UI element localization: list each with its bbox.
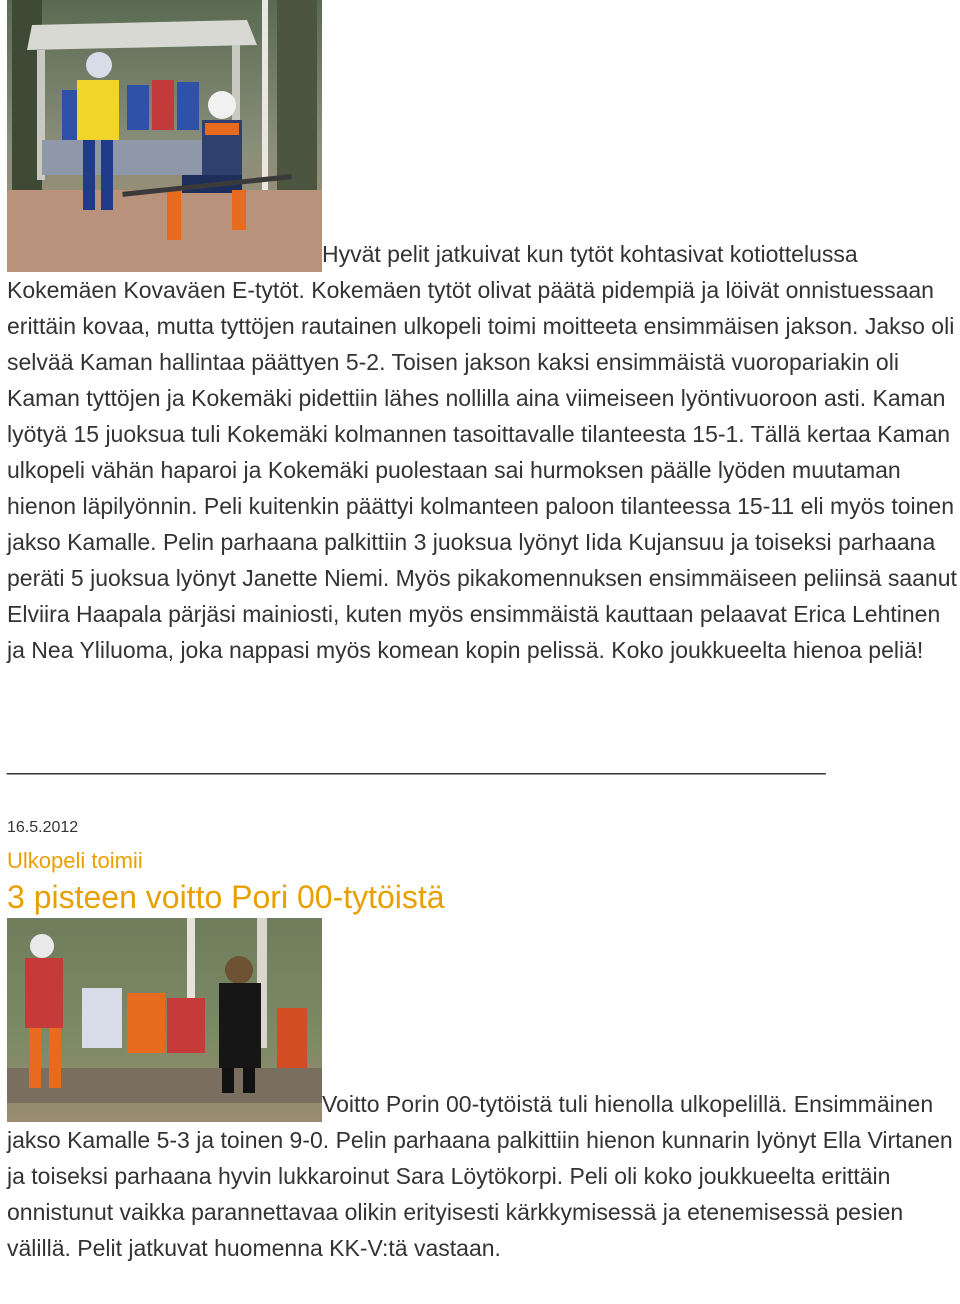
- post1-body-text: Kokemäen Kovaväen E-tytöt. Kokemäen tytöt olivat päätä pidempiä ja löivät onnistuessaan erittäin kovaa, mutta tyttöjen rautainen ulkopeli toimi moitteeta ensimmäisen jakson. Jakso oli selvää Kaman hallintaa päättyen 5-2. Toisen jakson kaksi ensimmäistä vuoropariakin oli Kaman tyttöjen ja Kokemäki pidettiin lähes nollilla aina viimeiseen lyöntivuoroon asti. Kaman lyötyä 15 juoksua tuli Kokemäki kolmannen tasoittavalle tilanteesta 15-1. Tällä kertaa Kaman ulkopeli vähän haparoi ja Kokemäki puolestaan sai hurmoksen päälle lyöden muutaman hienon läpilyönnin. Peli kuitenkin päättyi kolmanteen paloon tilanteessa 15-11 eli myös toinen jakso Kamalle. Pelin parhaana palkittiin 3 juoksua lyönyt Iida Kujansuu ja toiseksi parhaana peräti 5 juoksua lyönyt Janette Niemi. Myös pikakomennuksen ensimmäiseen peliinsä saanut Elviira Haapala pärjäsi mainiosti, kuten myös ensimmäistä kauttaan pelaavat Erica Lehtinen ja Nea Yliluoma, joka nappasi myös komean kopin pelissä. Koko joukkueelta hienoa peliä!: [7, 277, 957, 663]
- separator-line: ________________________________________________________________: [7, 749, 826, 775]
- post2-lead-text: Voitto Porin 00-tytöistä tuli hienolla ulkopelillä.: [322, 1091, 788, 1117]
- post2-date: 16.5.2012: [7, 819, 79, 836]
- post2-title-link[interactable]: 3 pisteen voitto Pori 00-tytöistä: [7, 879, 445, 915]
- photo-team-bench-icon: [7, 918, 322, 1122]
- post2-body-text: Ensimmäinen jakso Kamalle 5-3 ja toinen 9-0. Pelin parhaana palkittiin hienon kunnarin lyönyt Ella Virtanen ja toiseksi parhaana hyvin lukkaroinut Sara Löytökorpi. Peli oli koko joukkueelta erittäin onnistunut vaikka parannettavaa olikin erityisesti kärkkymisessä ja etenemisessä pesien välillä. Pelit jatkuvat huomenna KK-V:tä vastaan.: [7, 1091, 953, 1261]
- post1-photo: [7, 0, 322, 272]
- photo-batter-icon: [7, 0, 322, 272]
- post1-lead-text: Hyvät pelit jatkuivat kun tytöt kohtasivat kotiottelussa: [322, 241, 858, 267]
- post2-category-link[interactable]: Ulkopeli toimii: [7, 848, 143, 873]
- post2-photo: [7, 918, 322, 1122]
- post2-paragraph: [7, 918, 957, 1266]
- post1-paragraph: [7, 0, 957, 668]
